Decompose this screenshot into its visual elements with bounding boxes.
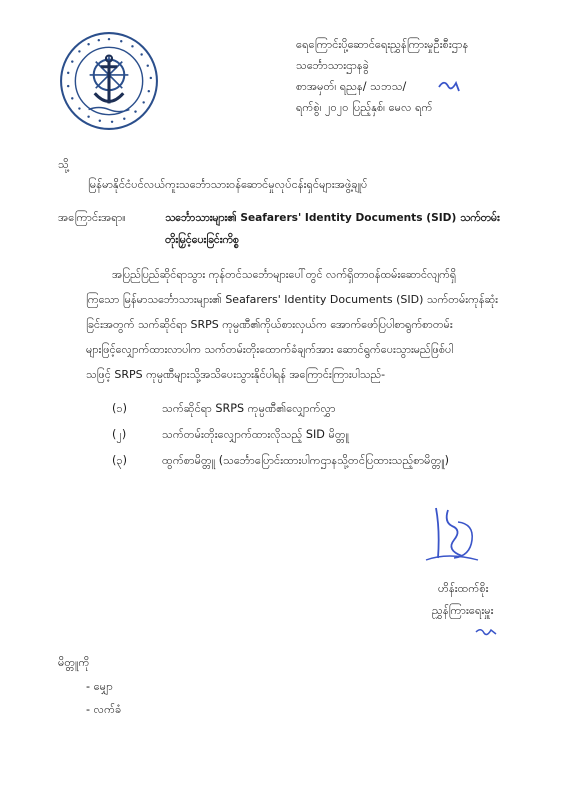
recipient-name: မြန်မာနိုင်ငံပင်လယ်ကူးသင်္ဘောသားဝန်ဆောင်မှုလုပ်ငန်းရှင်များအဖွဲ့ချုပ်	[88, 178, 368, 191]
body-line: အပြည်ပြည်ဆိုင်ရာသွား ကုန်တင်သင်္ဘောများပေါ်တွင် လက်ရှိတာဝန်ထမ်းဆောင်လျက်ရှိ	[112, 268, 457, 281]
subject-line-1: သင်္ဘောသားများ၏ Seafarers' Identity Documents (SID) သက်တမ်း	[165, 212, 500, 224]
copy-recipient: - လက်ခံ	[86, 703, 122, 716]
letter-date: ရက်စွဲ၊ ၂၀၂၀ ပြည့်နှစ်၊ မေလ ရက်	[296, 101, 433, 114]
reference-number: စာအမှတ်၊ ရညန/ သဘသ/	[296, 80, 407, 93]
body-line: ကြသော မြန်မာသင်္ဘောသားများ၏ Seafarers' Identity Documents (SID) သက်တမ်းကုန်ဆုံး	[86, 293, 498, 306]
signatory-name: ဟိန်းထက်စိုး	[438, 582, 489, 595]
list-item-number: (၁)	[112, 402, 128, 415]
to-label: သို့	[58, 158, 69, 171]
handwritten-initial-mark	[474, 626, 500, 638]
department-name: ရေကြောင်းပို့ဆောင်ရေးညွှန်ကြားမှုဦးစီးဌာန	[296, 38, 469, 51]
list-item-text: သက်ဆိုင်ရာ SRPS ကုမ္ပဏီ၏လျှောက်လွှာ	[162, 402, 336, 415]
subject-label: အကြောင်းအရာ။	[58, 211, 126, 224]
handwritten-signature	[418, 500, 488, 570]
handwritten-date-mark	[436, 77, 462, 95]
subject-line-2: တိုးမြှင့်ပေးခြင်းကိစ္စ	[165, 234, 239, 246]
body-line: သဖြင့် SRPS ကုမ္ပဏီများသို့အသိပေးသွားနိုင်ပါရန် အကြောင်းကြားပါသည်-	[86, 368, 386, 381]
copy-recipient: - မျှော	[86, 680, 113, 693]
division-name: သင်္ဘောသားဌာနခွဲ	[296, 59, 369, 72]
list-item-number: (၂)	[112, 428, 127, 441]
list-item-text: သက်တမ်းတိုးလျှောက်ထားလိုသည့် SID မိတ္တူ	[162, 428, 349, 441]
list-item-text: ထွက်စာမိတ္တူ (သင်္ဘောပြောင်းထားပါကဌာနသို့တင်ပြထားသည့်စာမိတ္တူ)	[162, 454, 450, 467]
department-seal-icon	[58, 30, 160, 132]
body-line: ခြင်းအတွက် သက်ဆိုင်ရာ SRPS ကုမ္ပဏီ၏ကိုယ်စားလှယ်က အောက်ဖော်ပြပါစာရွက်စာတမ်း	[86, 318, 453, 331]
list-item-number: (၃)	[112, 454, 128, 467]
signatory-title: ညွှန်ကြားရေးမှူး	[432, 604, 494, 617]
copies-label: မိတ္တူကို	[58, 656, 90, 669]
body-line: များဖြင့်လျှောက်ထားလာပါက သက်တမ်းတိုးထောက်ခံချက်အား ဆောင်ရွက်ပေးသွားမည်ဖြစ်ပါ	[86, 343, 454, 356]
